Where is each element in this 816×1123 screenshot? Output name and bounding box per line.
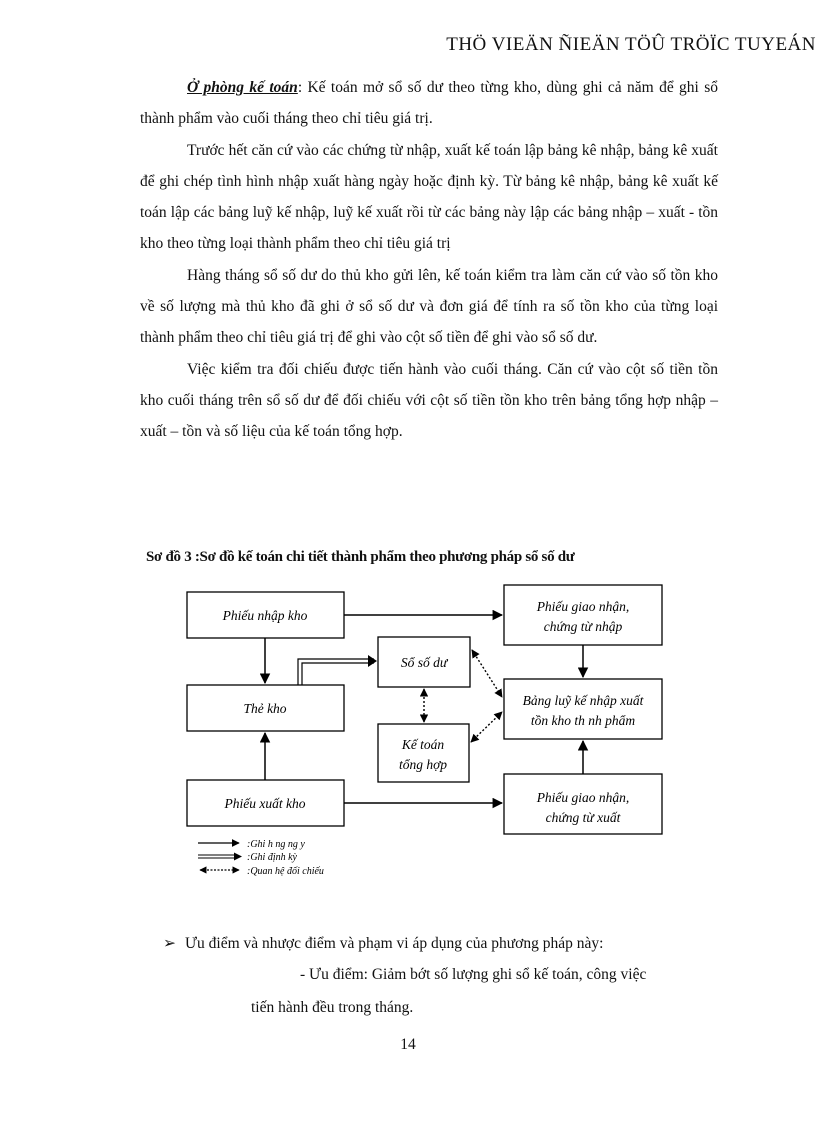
box-so-so-du-label: Sổ số dư [400, 655, 448, 670]
legend-periodic-label: :Ghi định kỳ [247, 852, 297, 863]
paragraph-1-label: Ở phòng kế toán [187, 79, 298, 96]
bullet-arrow-icon: ➢ [163, 935, 176, 952]
legend-periodic-line [234, 853, 242, 861]
page-number: 14 [400, 1036, 416, 1053]
box-ke-toan-tong-hop [378, 724, 469, 782]
box-the-kho-label: Thẻ kho [243, 701, 287, 716]
paragraph-4: Việc kiểm tra đối chiếu được tiến hành vào cuối tháng. Căn cứ vào cột số tiền tồn kho cuối tháng trên sổ số dư để đối chiếu với cột số tiền tồn kho trên bảng tổng hợp nhập – xuất – tồn và số liệu của kế toán tổng hợp. [140, 360, 718, 441]
box-bang-luy-ke-line2: tồn kho th nh phẩm [530, 713, 636, 728]
box-phieu-xuat-kho-label: Phiếu xuất kho [224, 796, 306, 811]
box-bang-luy-ke [504, 679, 662, 739]
arrow-sosodu-bang [472, 650, 502, 697]
box-giao-nhan-nhap-line2: chứng từ nhập [543, 619, 623, 634]
box-the-kho [187, 685, 344, 731]
paragraph-3: Hàng tháng sổ số dư do thủ kho gửi lên, kế toán kiểm tra làm căn cứ vào số tồn kho về số lượng mà thủ kho đã ghi ở sổ số dư và đơn giá để tính ra số tồn kho của từng loại thành phẩm theo chỉ tiêu giá trị để ghi vào cột số tiền để ghi vào sổ số dư. [140, 266, 718, 347]
box-giao-nhan-nhap [504, 585, 662, 645]
legend-reconcile-label: :Quan hệ đối chiếu [247, 866, 324, 877]
box-giao-nhan-nhap-line1: Phiếu giao nhận, [536, 599, 630, 614]
arrow-thekho-to-sosodu [298, 655, 377, 685]
box-phieu-nhap-kho [187, 592, 344, 638]
bullet-sub-line-1: - Ưu điểm: Giảm bớt số lượng ghi sổ kế toán, công việc [300, 966, 647, 983]
arrow-kettoan-bang [471, 712, 502, 742]
diagram-caption: Sơ đồ 3 :Sơ đồ kế toán chi tiết thành phẩm theo phương pháp sổ số dư [146, 549, 575, 565]
box-ke-toan-tong-hop-line1: Kế toán [401, 737, 445, 752]
box-giao-nhan-xuat-line1: Phiếu giao nhận, [536, 790, 630, 805]
box-giao-nhan-xuat [504, 774, 662, 834]
box-phieu-nhap-kho-label: Phiếu nhập kho [222, 608, 308, 623]
bullet-intro-text: Ưu điểm và nhược điểm và phạm vi áp dụng của phương pháp này: [185, 935, 604, 952]
box-giao-nhan-xuat-line2: chứng từ xuất [545, 810, 621, 825]
bullet-sub-line-2: tiến hành đều trong tháng. [251, 999, 414, 1016]
box-bang-luy-ke-line1: Bảng luỹ kế nhập xuất [522, 693, 644, 708]
paragraph-2: Trước hết căn cứ vào các chứng từ nhập, xuất kế toán lập bảng kê nhập, bảng kê xuất để ghi chép tình hình nhập xuất hàng ngày hoặc định kỳ. Từ bảng kê nhập, bảng kê xuất kế toán lập các bảng luỹ kế nhập, luỹ kế xuất rồi từ các bảng này lập các bảng nhập – xuất - tồn kho theo từng loại thành phẩm theo chỉ tiêu giá trị [140, 141, 718, 253]
page-header: THÖ VIEÄN ÑIEÄN TÖÛ TRÖÏC TUYEÁN [446, 34, 816, 55]
paragraph-1-text: : Kế toán mở sổ số dư theo từng kho, dùng ghi cả năm để ghi sổ thành phẩm vào cuối tháng theo chỉ tiêu giá trị. [140, 79, 718, 128]
box-so-so-du [378, 637, 470, 687]
legend-daily-label: :Ghi h ng ng y [247, 839, 305, 850]
bullet-intro [163, 934, 603, 953]
legend [198, 839, 324, 877]
box-phieu-xuat-kho [187, 780, 344, 826]
box-ke-toan-tong-hop-line2: tổng hợp [398, 757, 448, 772]
